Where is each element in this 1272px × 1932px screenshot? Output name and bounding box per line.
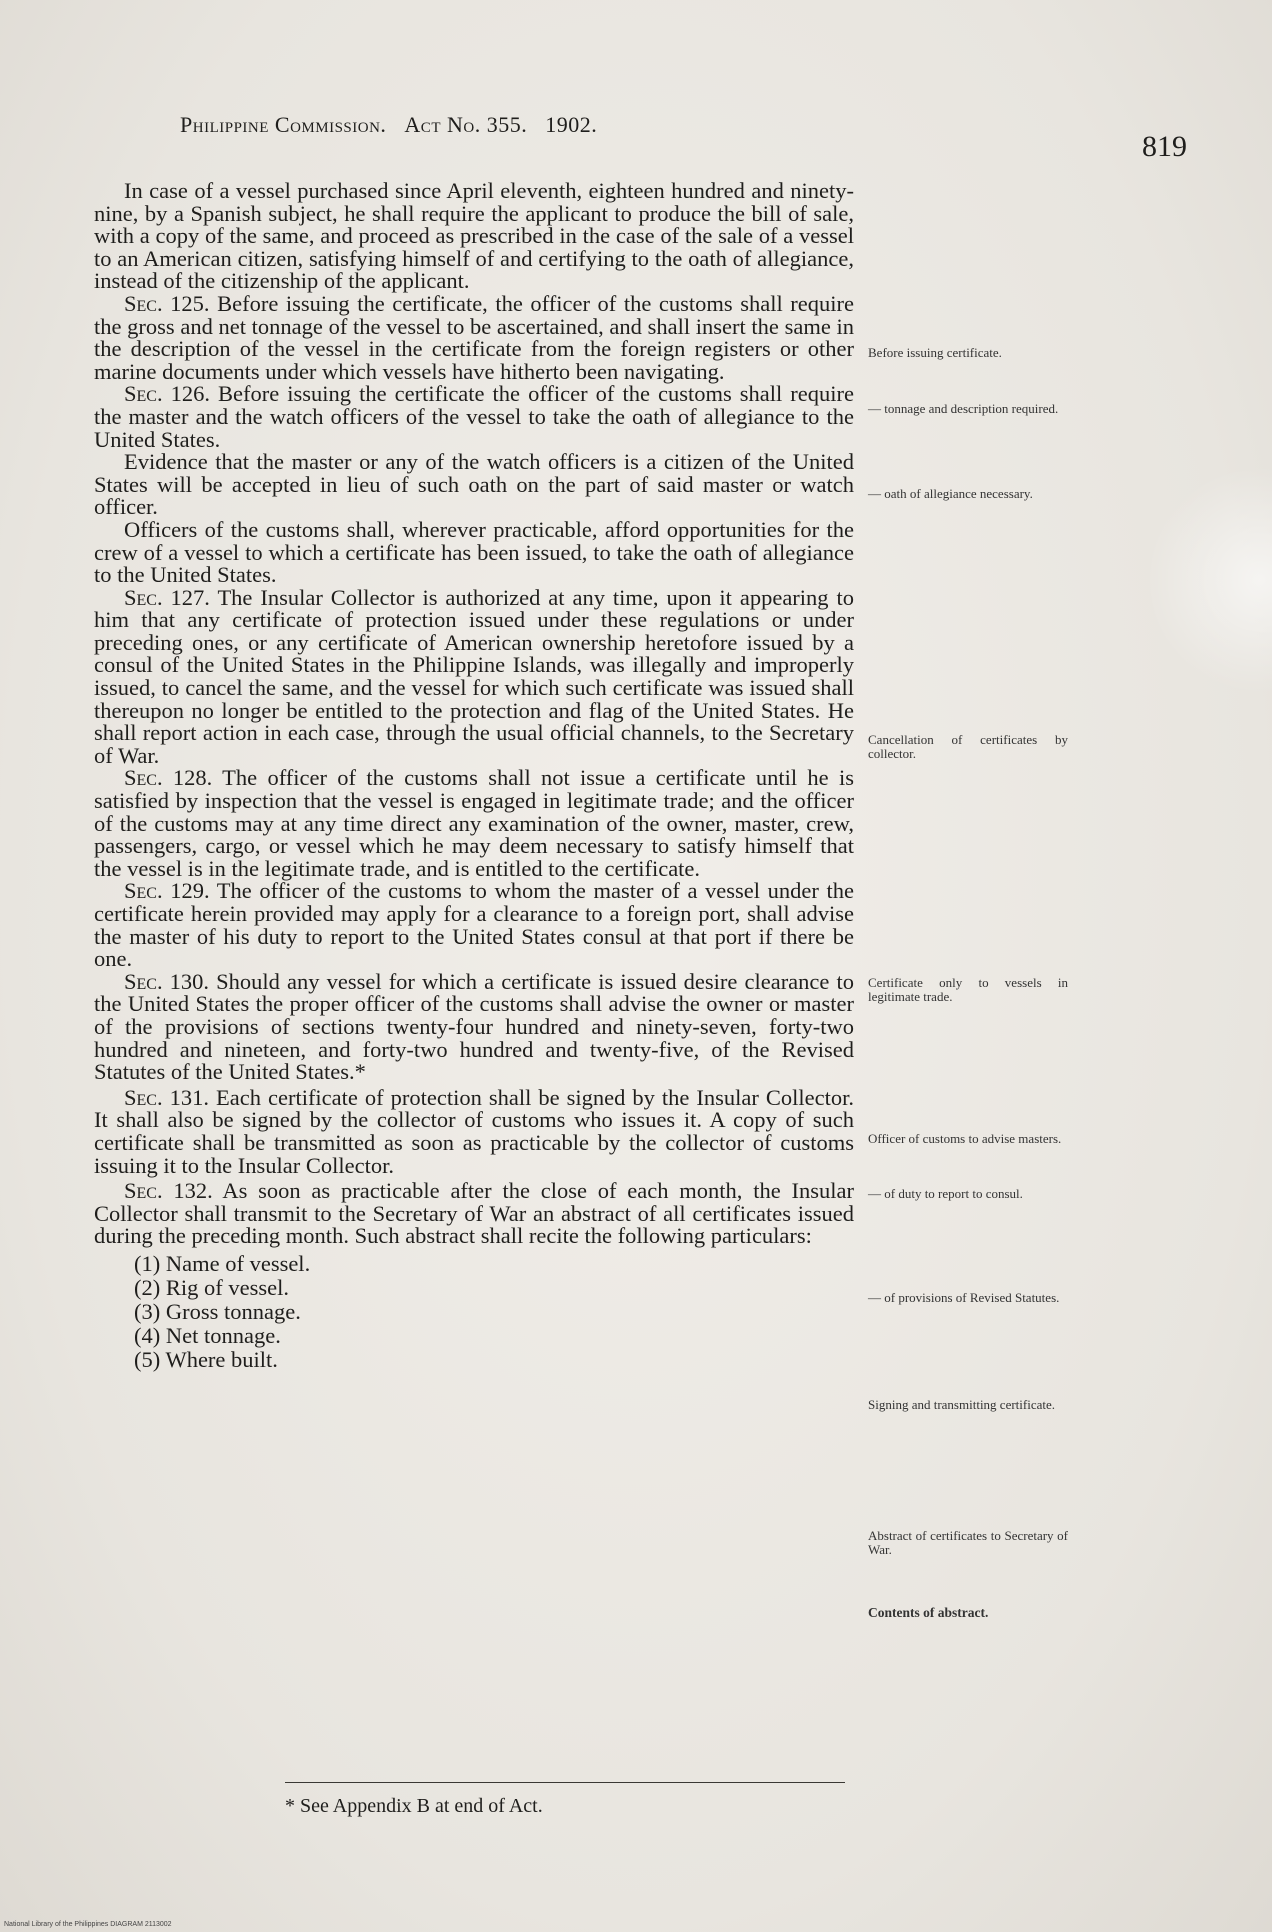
list-item: (3) Gross tonnage.: [134, 1298, 301, 1324]
footnote-rule: [285, 1782, 845, 1783]
list-item: (1) Name of vessel.: [134, 1250, 311, 1276]
running-header: [180, 112, 597, 138]
section-label: Sec. 131.: [124, 1084, 209, 1110]
section-text: The officer of the customs shall not issue a certificate until he is satisfied by inspection that the vessel is engaged in legitimate trade; and the officer of the customs may at any time direct any examination of the owner, master, crew, passengers, cargo, or vessel which he may deem necessary to satisfy himself that the vessel is in the legitimate trade, and is entitled to the certificate.: [94, 765, 854, 881]
paragraph-evidence: Evidence that the master or any of the watch officers is a citizen of the United States will be accepted in lieu of such oath on the part of said master or watch officer.: [94, 449, 854, 520]
section-text: Before issuing the certificate, the officer of the customs shall require the gross and net tonnage of the vessel to be ascertained, and shall insert the same in the description of the vessel in the certificate from the foreign registers or other marine documents under which vessels have hitherto been navigating.: [94, 290, 854, 384]
section-127: [94, 584, 854, 768]
section-text: The officer of the customs to whom the master of a vessel under the certificate herein provided may apply for a clearance to a foreign port, shall advise the master of his duty to report to the United States consul at that port if there be one.: [94, 878, 854, 972]
header-commission: Philippine Commission.: [180, 112, 387, 137]
margin-note-contents: Contents of abstract.: [868, 1605, 989, 1620]
section-132: [94, 1180, 854, 1248]
section-text: As soon as practicable after the close of each month, the Insular Collector shall transmit to the Secretary of War an abstract of all certificates issued during the preceding month. Such abstract shall recite the following particulars:: [94, 1178, 854, 1249]
main-text: [94, 180, 854, 1372]
margin-note-legitimate-trade: Certificate only to vessels in legitimate trade.: [868, 975, 1068, 1004]
section-label: Sec. 128.: [124, 765, 213, 791]
particulars-list: [94, 1252, 854, 1372]
library-stamp: National Library of the Philippines DIAGRAM 2113002: [4, 1921, 172, 1928]
paragraph-spanish-subject: In case of a vessel purchased since April eleventh, eighteen hundred and ninety-nine, by a Spanish subject, he shall require the applicant to produce the bill of sale, with a copy of the same, and proceed as prescribed in the case of the sale of a vessel to an American citizen, satisfying himself of and certifying to the oath of allegiance, instead of the citizenship of the applicant.: [94, 178, 854, 294]
list-item: (2) Rig of vessel.: [134, 1274, 289, 1300]
margin-note-revised-statutes: — of provisions of Revised Statutes.: [868, 1290, 1060, 1305]
margin-note-oath: — oath of allegiance necessary.: [868, 486, 1033, 501]
section-131: [94, 1084, 855, 1178]
section-text: Before issuing the certificate the officer of the customs shall require the master and the watch officers of the vessel to take the oath of allegiance to the United States.: [94, 381, 854, 452]
section-label: Sec. 126.: [124, 381, 210, 407]
header-year: 1902.: [545, 112, 598, 137]
section-label: Sec. 132.: [124, 1178, 213, 1204]
list-item: (4) Net tonnage.: [134, 1322, 281, 1348]
margin-note-abstract: Abstract of certificates to Secretary of War.: [868, 1528, 1068, 1557]
margin-note-report-consul: — of duty to report to consul.: [868, 1186, 1023, 1201]
paragraph-crew-oath: Officers of the customs shall, wherever practicable, afford opportunities for the crew of a vessel to which a certificate has been issued, to take the oath of allegiance to the United States.: [94, 516, 854, 588]
margin-note-cancellation: Cancellation of certificates by collector.: [868, 732, 1068, 761]
section-text: Each certificate of protection shall be signed by the Insular Collector. It shall also be signed by the collector of customs who issues it. A copy of such certificate shall be transmitted as soon as practicable by the collector of customs issuing it to the Insular Collector.: [94, 1084, 855, 1178]
section-125: [94, 290, 854, 384]
list-item: (5) Where built.: [134, 1346, 278, 1372]
section-text: The Insular Collector is authorized at any time, upon it appearing to him that any certificate of protection issued under these regulations or under preceding ones, or any certificate of American ownership heretofore issued by a consul of the United States in the Philippine Islands, was illegally and improperly issued, to cancel the same, and the vessel for which such certificate was issued shall thereupon no longer be entitled to the protection and flag of the United States. He shall report action in each case, through the usual official channels, to the Secretary of War.: [94, 584, 854, 768]
margin-note-advise-masters: Officer of customs to advise masters.: [868, 1131, 1062, 1146]
section-126: [94, 383, 854, 451]
section-129: [94, 880, 854, 970]
section-128: [94, 767, 854, 880]
section-130: [94, 968, 854, 1085]
margin-note-before-issuing: Before issuing certificate.: [868, 345, 1002, 360]
section-label: Sec. 129.: [124, 878, 210, 904]
header-act: Act No. 355.: [404, 112, 528, 137]
margin-note-tonnage: — tonnage and description required.: [868, 401, 1059, 416]
section-label: Sec. 130.: [124, 968, 210, 994]
page-number: 819: [1142, 130, 1187, 163]
section-label: Sec. 125.: [124, 290, 210, 316]
section-label: Sec. 127.: [124, 584, 210, 610]
section-text: Should any vessel for which a certificate is issued desire clearance to the United States the proper officer of the customs shall advise the owner or master of the provisions of sections twenty-four hundred and ninety-seven, forty-two hundred and nineteen, and forty-two hundred and twenty-five, of the Revised Statutes of the United States.*: [94, 968, 854, 1085]
margin-note-signing: Signing and transmitting certificate.: [868, 1397, 1056, 1412]
paper-stain: [1150, 460, 1272, 700]
footnote: * See Appendix B at end of Act.: [285, 1795, 543, 1817]
